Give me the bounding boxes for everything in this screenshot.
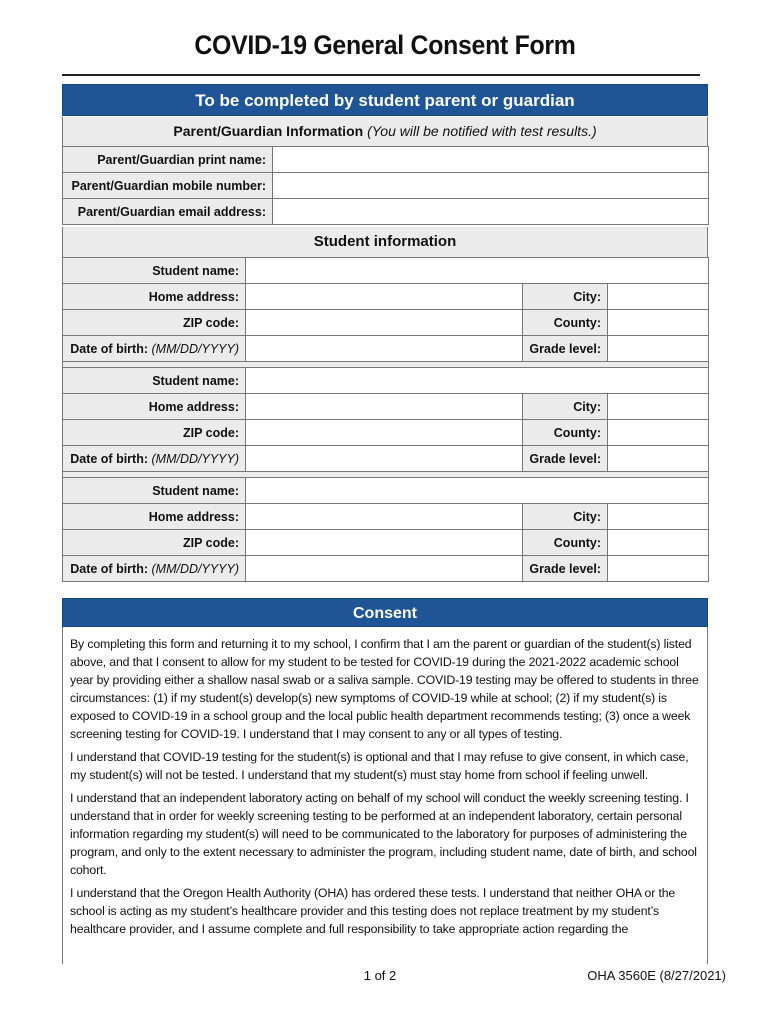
student2-county-field[interactable]	[608, 420, 709, 446]
dob-label-text: Date of birth:	[70, 561, 149, 576]
student-name-label: Student name:	[63, 478, 246, 504]
parent-email-field[interactable]	[273, 199, 709, 225]
student1-dob-field[interactable]	[246, 336, 523, 362]
grade-label: Grade level:	[523, 336, 608, 362]
home-address-label: Home address:	[63, 504, 246, 530]
student2-zip-row	[63, 420, 709, 446]
form-title: COVID-19 General Consent Form	[194, 30, 576, 60]
parent-banner: To be completed by student parent or guardian	[62, 84, 708, 116]
parent-info-table	[62, 146, 709, 225]
student3-name-row	[63, 478, 709, 504]
student2-dob-field[interactable]	[246, 446, 523, 472]
zip-label: ZIP code:	[63, 420, 246, 446]
parent-heading-note: (You will be notified with test results.)	[367, 123, 597, 139]
student1-name-row	[63, 258, 709, 284]
student1-zip-field[interactable]	[246, 310, 523, 336]
student3-city-field[interactable]	[608, 504, 709, 530]
city-label: City:	[523, 284, 608, 310]
parent-mobile-field[interactable]	[273, 173, 709, 199]
student3-name-field[interactable]	[246, 478, 709, 504]
student1-city-field[interactable]	[608, 284, 709, 310]
student2-address-field[interactable]	[246, 394, 523, 420]
student3-address-field[interactable]	[246, 504, 523, 530]
consent-paragraph: I understand that the Oregon Health Authority (OHA) has ordered these tests. I understand that neither OHA or the school is acting as my student’s healthcare provider and this testing does not replace treatment by my student’s healthcare provider, and I assume complete and full responsibility to take appropriate action regarding the	[70, 886, 676, 936]
student1-dob-row	[63, 336, 709, 362]
student3-dob-row	[63, 556, 709, 582]
student-name-label: Student name:	[63, 368, 246, 394]
parent-name-field[interactable]	[273, 147, 709, 173]
dob-label	[63, 446, 246, 472]
dob-label-text: Date of birth:	[70, 341, 149, 356]
county-label: County:	[523, 310, 608, 336]
student2-address-row	[63, 394, 709, 420]
title-divider	[62, 74, 700, 76]
student2-name-field[interactable]	[246, 368, 709, 394]
dob-format-hint: (MM/DD/YYYY)	[151, 341, 239, 356]
student1-grade-field[interactable]	[608, 336, 709, 362]
city-label: City:	[523, 504, 608, 530]
dob-label	[63, 336, 246, 362]
zip-label: ZIP code:	[63, 310, 246, 336]
consent-paragraph: I understand that COVID-19 testing for the student(s) is optional and that I may refuse to give consent, in which case, my student(s) will not be tested. I understand that my student(s) must stay home from school if feeling unwell.	[70, 750, 689, 782]
student-name-label: Student name:	[63, 258, 246, 284]
home-address-label: Home address:	[63, 394, 246, 420]
student3-address-row	[63, 504, 709, 530]
dob-label	[63, 556, 246, 582]
parent-mobile-label: Parent/Guardian mobile number:	[63, 173, 273, 199]
dob-format-hint: (MM/DD/YYYY)	[151, 451, 239, 466]
student3-dob-field[interactable]	[246, 556, 523, 582]
grade-label: Grade level:	[523, 556, 608, 582]
student1-name-field[interactable]	[246, 258, 709, 284]
parent-heading-text: Parent/Guardian Information	[173, 123, 364, 139]
city-label: City:	[523, 394, 608, 420]
consent-text	[62, 627, 708, 964]
county-label: County:	[523, 530, 608, 556]
student3-county-field[interactable]	[608, 530, 709, 556]
county-label: County:	[523, 420, 608, 446]
student-section-heading: Student information	[62, 227, 708, 257]
student1-address-row	[63, 284, 709, 310]
student-info-table	[62, 257, 709, 582]
consent-banner: Consent	[62, 598, 708, 627]
parent-name-row	[63, 147, 709, 173]
student1-zip-row	[63, 310, 709, 336]
student2-name-row	[63, 368, 709, 394]
parent-name-label: Parent/Guardian print name:	[63, 147, 273, 173]
parent-section-heading	[62, 117, 708, 146]
dob-label-text: Date of birth:	[70, 451, 149, 466]
parent-mobile-row	[63, 173, 709, 199]
student3-grade-field[interactable]	[608, 556, 709, 582]
home-address-label: Home address:	[63, 284, 246, 310]
student2-dob-row	[63, 446, 709, 472]
student2-city-field[interactable]	[608, 394, 709, 420]
student3-zip-row	[63, 530, 709, 556]
consent-paragraph: By completing this form and returning it to my school, I confirm that I am the parent or guardian of the student(s) listed above, and that I consent to allow for my student to be tested for COVID-19 during the 2021-2022 academic school year by providing either a shallow nasal swab or a saliva sample. COVID-19 testing may be offered to students in three circumstances: (1) if my student(s) develop(s) new symptoms of COVID-19 while at school; (2) if my student(s) is exposed to COVID-19 in a school group and the local public health department recommends testing; (3) once a week screening testing for COVID-19. I understand that I may consent to any or all types of testing.	[70, 637, 699, 741]
dob-format-hint: (MM/DD/YYYY)	[151, 561, 239, 576]
grade-label: Grade level:	[523, 446, 608, 472]
form-id: OHA 3560E (8/27/2021)	[587, 968, 726, 983]
parent-email-row	[63, 199, 709, 225]
consent-paragraph: I understand that an independent laboratory acting on behalf of my school will conduct the weekly screening testing. I understand that in order for weekly screening testing to be performed at an independent laboratory, certain personal information regarding my student(s) will need to be communicated to the laboratory for purposes of administering the program, and only to the extent necessary to administer the program, including student name, date of birth, and school cohort.	[70, 791, 697, 877]
student2-zip-field[interactable]	[246, 420, 523, 446]
student1-county-field[interactable]	[608, 310, 709, 336]
zip-label: ZIP code:	[63, 530, 246, 556]
student2-grade-field[interactable]	[608, 446, 709, 472]
student1-address-field[interactable]	[246, 284, 523, 310]
page-number: 1 of 2	[363, 968, 397, 983]
student3-zip-field[interactable]	[246, 530, 523, 556]
parent-email-label: Parent/Guardian email address:	[63, 199, 273, 225]
